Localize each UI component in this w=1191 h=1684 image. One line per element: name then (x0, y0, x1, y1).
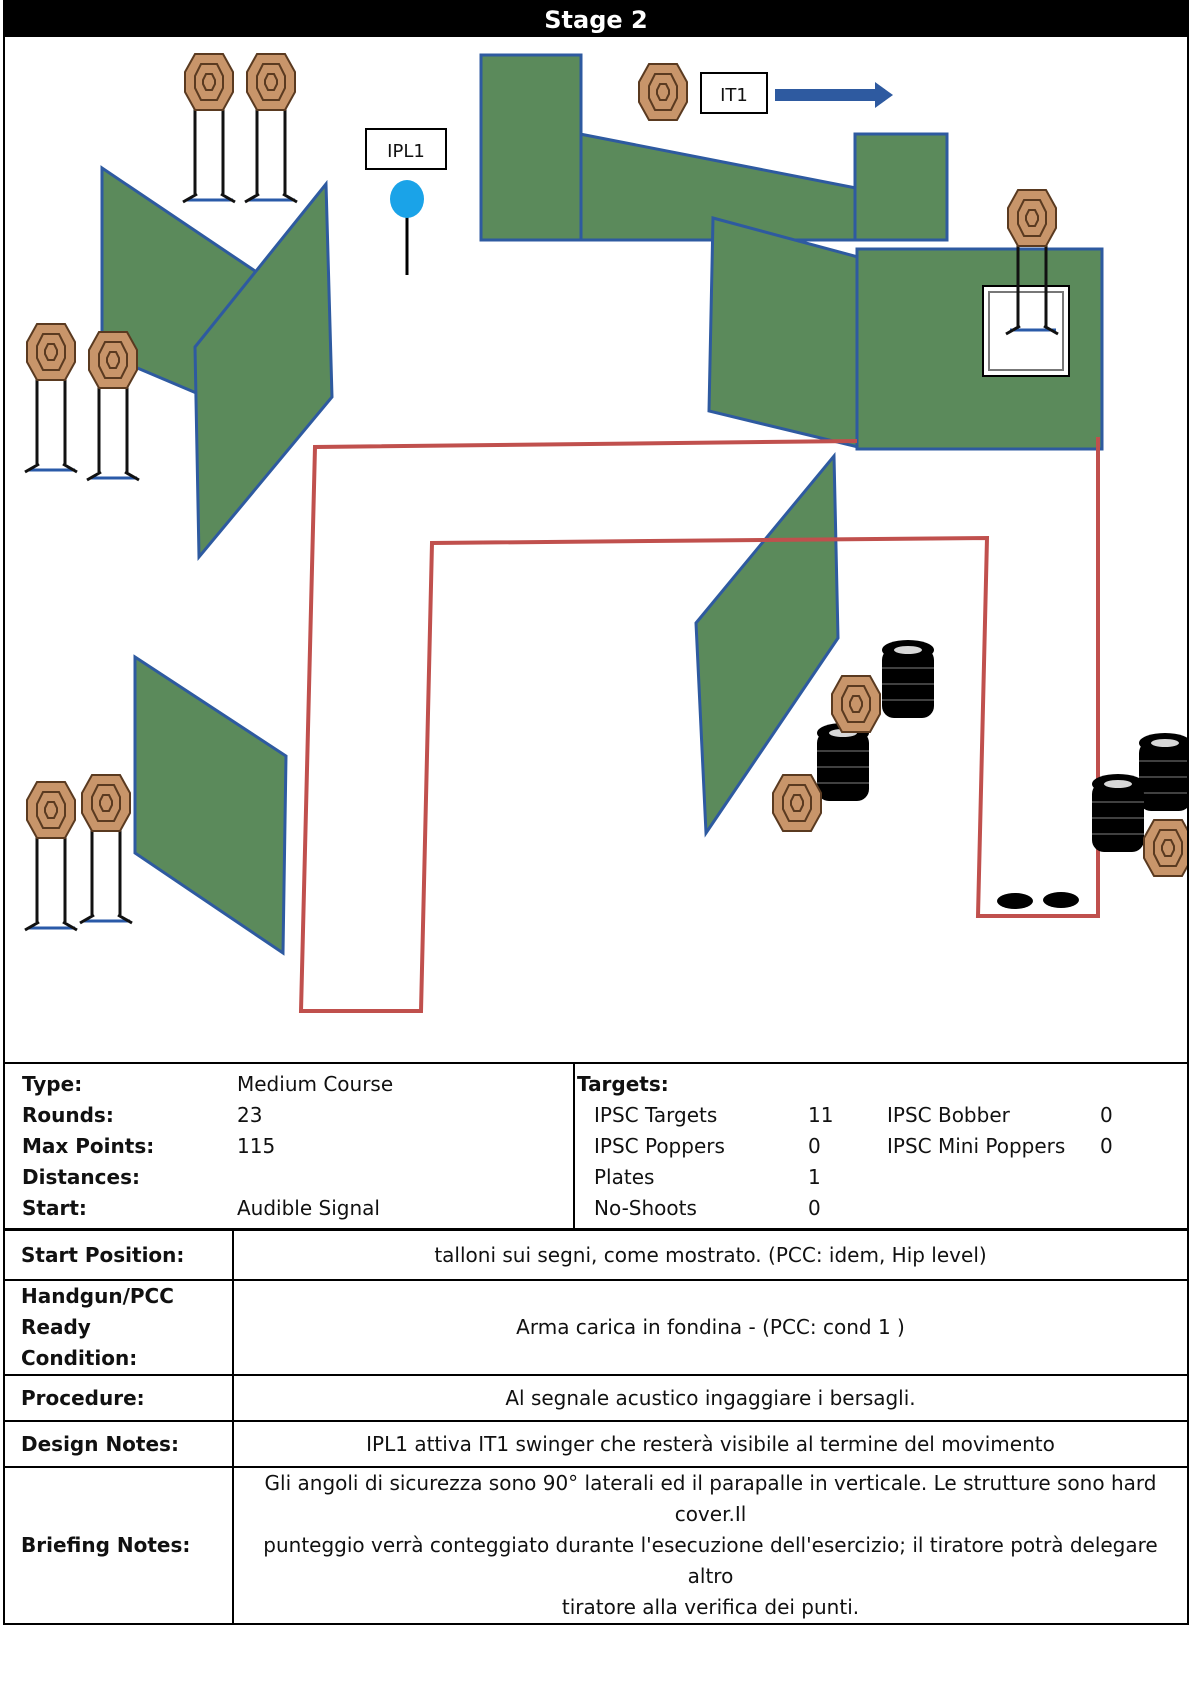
ready-condition-label-line1: Handgun/PCC Ready (21, 1284, 174, 1339)
wall-left-lower (135, 657, 286, 953)
plates-value: 1 (808, 1165, 821, 1189)
barrel-4 (1092, 774, 1144, 852)
start-label: Start: (22, 1196, 87, 1220)
design-notes-value: IPL1 attiva IT1 swinger che resterà visibile al termine del movimento (233, 1421, 1188, 1467)
ready-condition-row (4, 1280, 1188, 1375)
barrel-1 (882, 640, 934, 718)
stage-info (3, 1062, 1189, 1230)
info-divider (573, 1064, 575, 1228)
procedure-value: Al segnale acustico ingaggiare i bersagli. (233, 1375, 1188, 1421)
target-it1-swinger (639, 64, 687, 120)
target-stand-bottom-1 (25, 782, 77, 930)
rounds-value: 23 (237, 1103, 263, 1127)
stage-title: Stage 2 (3, 0, 1189, 37)
ipl1-label-box (366, 129, 446, 169)
ipsc-targets-label: IPSC Targets (594, 1103, 718, 1127)
max-points-label: Max Points: (22, 1134, 155, 1158)
target-stand-bottom-2 (80, 775, 132, 923)
start-position-label: Start Position: (4, 1230, 233, 1280)
briefing-notes-line3: tiratore alla verifica dei punti. (561, 1595, 860, 1619)
briefing-notes-label: Briefing Notes: (4, 1467, 233, 1624)
briefing-table (3, 1229, 1189, 1625)
target-stand-top-1 (183, 54, 235, 202)
design-notes-row (4, 1421, 1188, 1467)
barrel-3 (1139, 733, 1187, 811)
ipsc-targets-value: 11 (808, 1103, 834, 1127)
target-barrel-2 (773, 775, 821, 831)
rounds-label: Rounds: (22, 1103, 114, 1127)
briefing-notes-row (4, 1467, 1188, 1624)
target-stand-left-1 (25, 324, 77, 472)
stage-diagram (3, 37, 1189, 1062)
briefing-notes-value (233, 1467, 1188, 1624)
it1-label-box (701, 73, 767, 113)
ready-condition-value: Arma carica in fondina - (PCC: cond 1 ) (233, 1280, 1188, 1375)
target-barrel-3 (1144, 820, 1187, 876)
type-value: Medium Course (237, 1072, 394, 1096)
start-position-marks (997, 892, 1079, 909)
barrel-2 (817, 723, 869, 801)
targets-heading: Targets: (577, 1072, 669, 1096)
design-notes-label: Design Notes: (4, 1421, 233, 1467)
it1-movement-arrow (775, 82, 893, 108)
target-stand-left-2 (87, 332, 139, 480)
ready-condition-label (4, 1280, 233, 1375)
start-position-row (4, 1230, 1188, 1280)
briefing-notes-line2: punteggio verrà conteggiato durante l'esecuzione dell'esercizio; il tiratore potrà delegare altro (263, 1533, 1158, 1588)
plates-label: Plates (594, 1165, 655, 1189)
briefing-notes-line1: Gli angoli di sicurezza sono 90° laterali ed il parapalle in verticale. Le strutture sono hard cover.Il (264, 1471, 1157, 1526)
no-shoots-label: No-Shoots (594, 1196, 697, 1220)
ipl1-popper (390, 180, 424, 275)
procedure-label: Procedure: (4, 1375, 233, 1421)
ready-condition-label-line2: Condition: (21, 1346, 138, 1370)
ipl1-label: IPL1 (387, 141, 425, 162)
wall-center-panel (696, 456, 838, 833)
target-stand-top-2 (245, 54, 297, 202)
it1-label: IT1 (720, 85, 748, 106)
stage-diagram-canvas (5, 37, 1187, 1062)
no-shoots-value: 0 (808, 1196, 821, 1220)
distances-label: Distances: (22, 1165, 140, 1189)
start-position-value: talloni sui segni, come mostrato. (PCC: idem, Hip level) (233, 1230, 1188, 1280)
ipsc-bobber-label: IPSC Bobber (887, 1103, 1010, 1127)
target-barrel-1 (832, 676, 880, 732)
procedure-row (4, 1375, 1188, 1421)
start-value: Audible Signal (237, 1196, 380, 1220)
type-label: Type: (22, 1072, 83, 1096)
max-points-value: 115 (237, 1134, 276, 1158)
ipsc-mini-poppers-label: IPSC Mini Poppers (887, 1134, 1066, 1158)
ipsc-poppers-value: 0 (808, 1134, 821, 1158)
wall-left-panel (195, 184, 332, 557)
ipsc-bobber-value: 0 (1100, 1103, 1113, 1127)
stage-sheet (3, 0, 1189, 1619)
wall-right-angled (709, 218, 858, 447)
ipsc-mini-poppers-value: 0 (1100, 1134, 1113, 1158)
ipsc-poppers-label: IPSC Poppers (594, 1134, 725, 1158)
